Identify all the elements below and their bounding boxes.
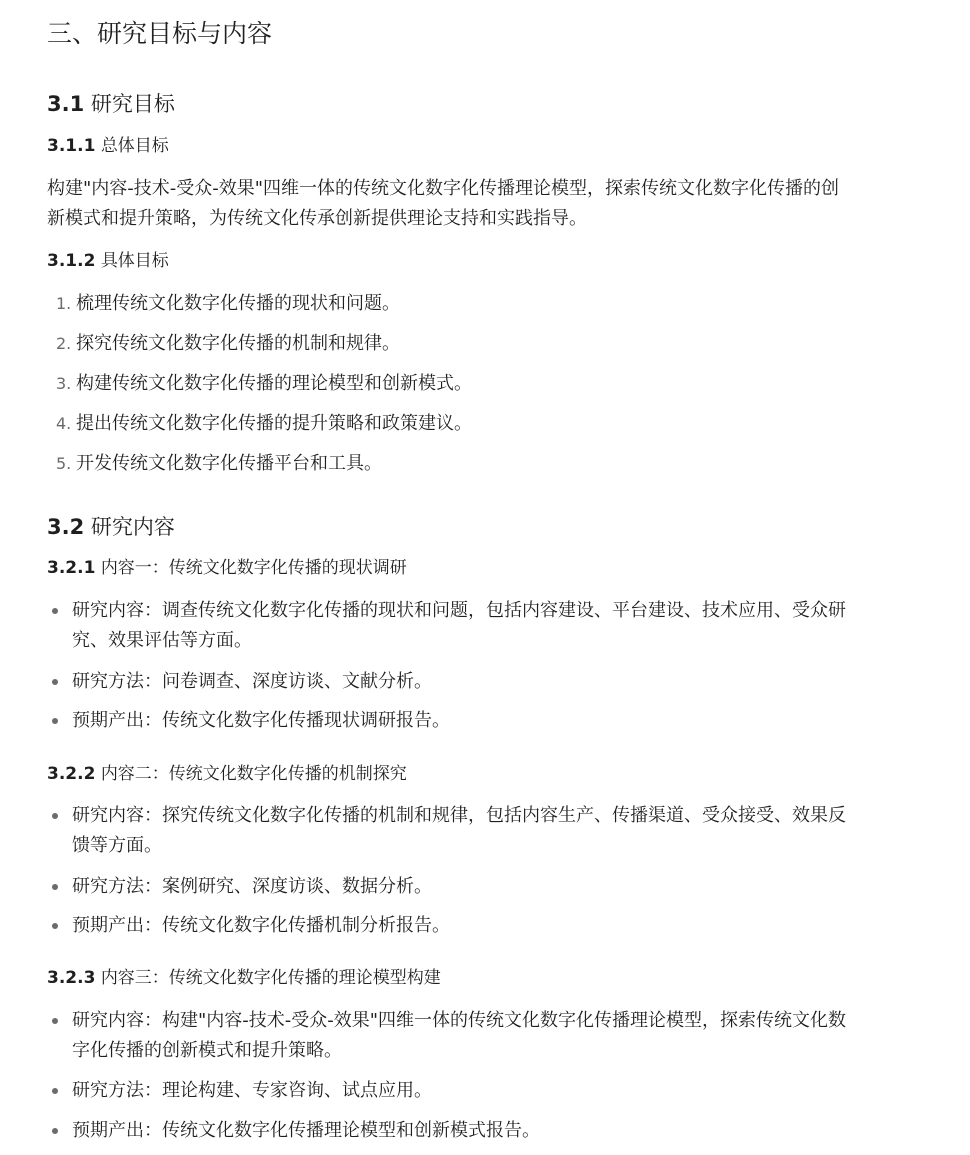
- list-item-text: 研究方法：理论构建、专家咨询、试点应用。: [72, 1080, 432, 1101]
- list-item: [50, 1006, 862, 1066]
- section-heading-3-2-2: [47, 760, 407, 788]
- list-item-text: 研究内容：探究传统文化数字化传播的机制和规律，包括内容生产、传播渠道、受众接受、效果反馈等方面。: [72, 805, 846, 856]
- bullet-dot: [52, 923, 58, 929]
- list-item-text: 预期产出：传统文化数字化传播机制分析报告。: [72, 915, 450, 936]
- section-number: 3.1.2: [47, 251, 96, 271]
- section-label: 具体目标: [100, 251, 169, 271]
- section-heading-3-1-2: [47, 247, 169, 275]
- section-label: 内容三：传统文化数字化传播的理论模型构建: [100, 968, 441, 988]
- section-label: 总体目标: [100, 136, 169, 156]
- list-item-text: 预期产出：传统文化数字化传播理论模型和创新模式报告。: [72, 1120, 540, 1141]
- list-item-text: 探究传统文化数字化传播的机制和规律。: [76, 333, 400, 354]
- section-heading-3-1: [47, 87, 175, 121]
- section-label: 内容一：传统文化数字化传播的现状调研: [100, 558, 407, 578]
- section-number: 3.1.1: [47, 136, 96, 156]
- list-item: [56, 449, 382, 479]
- list-item-text: 研究内容：调查传统文化数字化传播的现状和问题，包括内容建设、平台建设、技术应用、受众研究、效果评估等方面。: [72, 600, 846, 651]
- bullet-dot: [52, 813, 58, 819]
- section-number: 3.2.3: [47, 968, 96, 988]
- list-item: [50, 872, 862, 902]
- list-item: [50, 1076, 862, 1106]
- list-item: [50, 667, 862, 697]
- section-label: 研究内容: [90, 515, 175, 539]
- section-label: 内容二：传统文化数字化传播的机制探究: [100, 764, 407, 784]
- list-item-text: 提出传统文化数字化传播的提升策略和政策建议。: [76, 413, 472, 434]
- bullet-dot: [52, 1018, 58, 1024]
- bullet-dot: [52, 1088, 58, 1094]
- list-item-text: 预期产出：传统文化数字化传播现状调研报告。: [72, 710, 450, 731]
- list-item-text: 研究内容：构建"内容-技术-受众-效果"四维一体的传统文化数字化传播理论模型，探索传统文化数字化传播的创新模式和提升策略。: [72, 1010, 847, 1061]
- list-marker: 3.: [56, 374, 72, 393]
- list-item-text: 研究方法：案例研究、深度访谈、数据分析。: [72, 876, 432, 897]
- section-number: 3.1: [47, 92, 85, 116]
- list-item-text: 构建传统文化数字化传播的理论模型和创新模式。: [76, 373, 472, 394]
- list-item: [50, 801, 862, 861]
- list-item: [56, 329, 400, 359]
- list-item: [50, 596, 862, 656]
- list-item-text: 研究方法：问卷调查、深度访谈、文献分析。: [72, 671, 432, 692]
- bullet-dot: [52, 1128, 58, 1134]
- list-item: [56, 409, 472, 439]
- section-heading-3-2-1: [47, 554, 407, 582]
- list-item-text: 梳理传统文化数字化传播的现状和问题。: [76, 293, 400, 314]
- list-marker: 1.: [56, 294, 72, 313]
- list-marker: 5.: [56, 454, 72, 473]
- section-heading-3-2: [47, 510, 175, 544]
- section-heading-3-1-1: [47, 132, 169, 160]
- list-item-text: 开发传统文化数字化传播平台和工具。: [76, 453, 382, 474]
- bullet-dot: [52, 884, 58, 890]
- list-item: [50, 706, 862, 736]
- list-item: [50, 1116, 862, 1146]
- section-number: 3.2: [47, 515, 85, 539]
- list-marker: 2.: [56, 334, 72, 353]
- section-number: 3.2.1: [47, 558, 96, 578]
- section-label: 研究目标: [90, 92, 175, 116]
- page-title: 三、研究目标与内容: [47, 19, 273, 48]
- bullet-dot: [52, 679, 58, 685]
- overall-goal-paragraph: 构建"内容-技术-受众-效果"四维一体的传统文化数字化传播理论模型，探索传统文化数字化传播的创新模式和提升策略，为传统文化传承创新提供理论支持和实践指导。: [47, 178, 840, 229]
- section-heading-3-2-3: [47, 964, 441, 992]
- bullet-dot: [52, 718, 58, 724]
- list-item: [56, 369, 472, 399]
- bullet-dot: [52, 608, 58, 614]
- list-item: [50, 911, 862, 941]
- list-item: [56, 289, 400, 319]
- section-number: 3.2.2: [47, 764, 96, 784]
- list-marker: 4.: [56, 414, 72, 433]
